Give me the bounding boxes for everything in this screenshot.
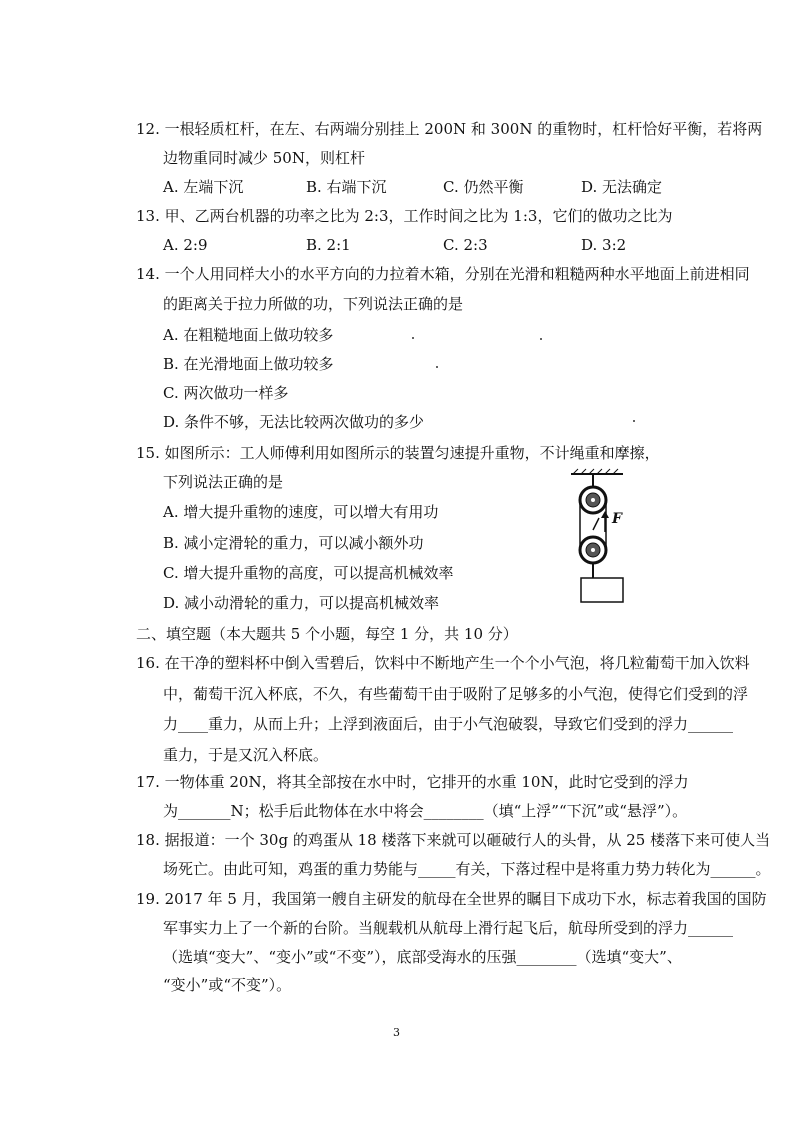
load-block [581,578,623,602]
q18-line1: 18. 据报道：一个 30g 的鸡蛋从 18 楼落下来就可以砸破行人的头骨，从 25 楼落下来可使人当 [136,831,771,849]
q15-option-a: A. 增大提升重物的速度，可以增大有用功 [163,503,439,521]
q14-stem-line2: 的距离关于拉力所做的功，下列说法正确的是 [163,295,464,313]
q16-line2: 中，葡萄干沉入杯底，不久，有些葡萄干由于吸附了足够多的小气泡，使得它们受到的浮 [163,685,749,703]
q12-stem-line1: 12. 一根轻质杠杆，在左、右两端分别挂上 200N 和 300N 的重物时，杠杆恰好平衡，若将两 [136,120,763,138]
pulley-diagram [563,468,643,608]
q16-line1: 16. 在干净的塑料杯中倒入雪碧后，饮料中不断地产生一个个小气泡，将几粒葡萄干加入饮料 [136,654,750,672]
q13-option-b: B. 2:1 [306,236,351,254]
section-heading: 二、填空题（本大题共 5 个小题，每空 1 分，共 10 分） [136,625,518,643]
q14-option-d: D. 条件不够，无法比较两次做功的多少 [163,413,425,431]
q18-line2: 场死亡。由此可知，鸡蛋的重力势能与_____有关，下落过程中是将重力势力转化为______。 [163,860,771,878]
q12-option-d: D. 无法确定 [581,178,663,196]
q15-option-b: B. 减小定滑轮的重力，可以减小额外功 [163,534,424,552]
q19-line1: 19. 2017 年 5 月，我国第一艘自主研发的航母在全世界的瞩目下成功下水，标志着我国的国防 [136,890,767,908]
q15-option-d: D. 减小动滑轮的重力，可以提高机械效率 [163,594,440,612]
q13-option-c: C. 2:3 [443,236,488,254]
rope-free-end [593,518,599,530]
q17-line2: 为_______N；松手后此物体在水中将会________（填“上浮”“下沉”或“悬浮”）。 [163,802,688,820]
force-arrow-head [601,511,609,518]
scan-speck [412,337,414,339]
scan-speck [633,420,635,422]
moving-pulley-axle [591,548,595,552]
page-number: 3 [393,1026,400,1039]
q15-stem-line1: 15. 如图所示：工人师傅利用如图所示的装置匀速提升重物，不计绳重和摩擦， [136,444,660,462]
q14-option-b: B. 在光滑地面上做功较多 [163,355,334,373]
scan-speck [436,366,438,368]
q14-option-a: A. 在粗糙地面上做功较多 [163,326,334,344]
q19-line3: （选填“变大”、“变小”或“不变”），底部受海水的压强________（选填“变大”、 [163,948,682,966]
q12-stem-line2: 边物重同时减少 50N，则杠杆 [163,149,365,167]
q12-option-a: A. 左端下沉 [163,178,244,196]
pulley-svg [563,468,643,608]
fixed-pulley-axle [591,498,595,502]
q12-option-b: B. 右端下沉 [306,178,387,196]
q14-option-c: C. 两次做功一样多 [163,384,289,402]
q15-stem-line2: 下列说法正确的是 [163,473,284,491]
q14-stem-line1: 14. 一个人用同样大小的水平方向的力拉着木箱，分别在光滑和粗糙两种水平地面上前进相同 [136,265,750,283]
q17-line1: 17. 一物体重 20N，将其全部按在水中时，它排开的水重 10N，此时它受到的浮力 [136,773,689,791]
q19-line2: 军事实力上了一个新的台阶。当舰载机从航母上滑行起飞后，航母所受到的浮力______ [163,919,734,937]
q12-option-c: C. 仍然平衡 [443,178,524,196]
q15-option-c: C. 增大提升重物的高度，可以提高机械效率 [163,564,454,582]
scan-speck [540,338,542,340]
q13-option-d: D. 3:2 [581,236,627,254]
q16-line3: 力____重力，从而上升；上浮到液面后，由于小气泡破裂，导致它们受到的浮力______ [163,715,734,733]
force-label: F [612,511,622,527]
q13-option-a: A. 2:9 [163,236,208,254]
q13-stem: 13. 甲、乙两台机器的功率之比为 2:3，工作时间之比为 1:3，它们的做功之比为 [136,207,673,225]
q16-line4: 重力，于是又沉入杯底。 [163,746,329,764]
q19-line4: “变小”或“不变”）。 [163,976,292,994]
